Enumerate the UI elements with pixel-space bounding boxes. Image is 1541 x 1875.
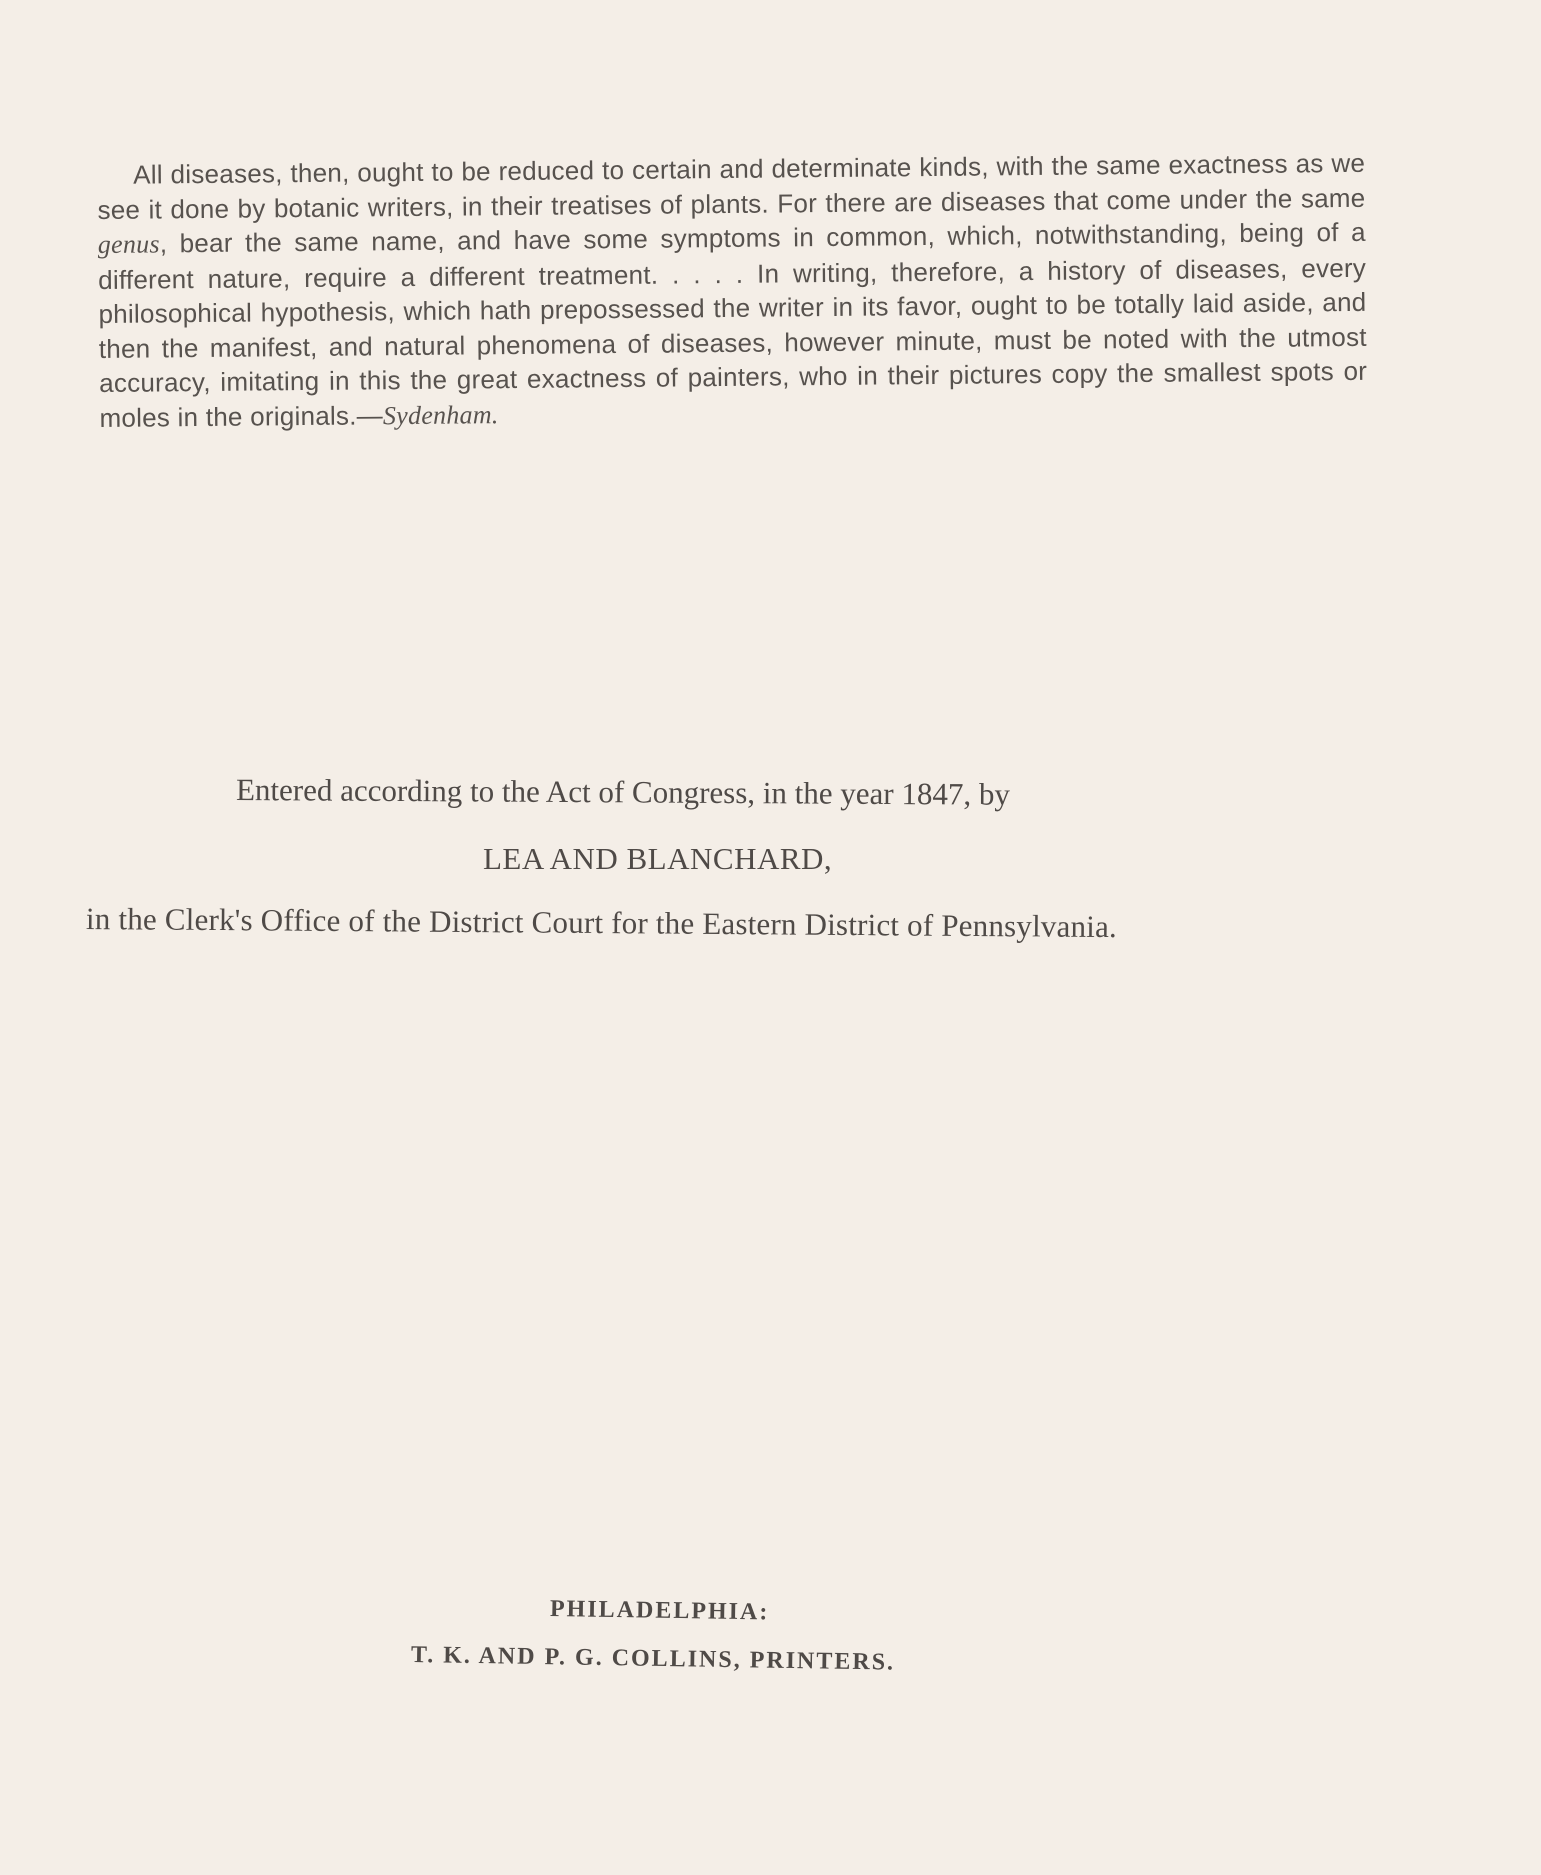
copyright-clerk-line: in the Clerk's Office of the District Court for the Eastern District of Pennsylvania. xyxy=(85,901,1118,945)
imprint-printer: T. K. AND P. G. COLLINS, PRINTERS. xyxy=(410,1642,896,1676)
sydenham-quote xyxy=(97,146,1368,436)
copyright-entered-line: Entered according to the Act of Congress, in the year 1847, by xyxy=(235,772,1011,812)
quote-text-before: All diseases, then, ought to be reduced to certain and determinate kinds, with the same exactness as we see it done by botanic writers, in their treatises of plants. For there are diseases that come under the same xyxy=(97,147,1366,225)
quote-genus: genus xyxy=(97,229,160,259)
quote-text-after: , bear the same name, and have some symptoms in common, which, notwithstanding, being of a different nature, require a different treatment. . . . . In writing, therefore, a history of diseases, every philosophical hypothesis, which hath prepossessed the writer in its favor, ought to be totally laid aside, and then the manifest, and natural phenomena of diseases, however minute, must be noted with the utmost accuracy, imitating in this the great exactness of painters, who in their pictures copy the smallest spots or moles in the originals.— xyxy=(98,216,1368,433)
imprint-city: PHILADELPHIA: xyxy=(549,1596,770,1626)
quote-attribution: Sydenham. xyxy=(382,399,499,430)
copyright-publisher: LEA AND BLANCHARD, xyxy=(483,841,833,876)
quote-paragraph xyxy=(97,146,1368,436)
